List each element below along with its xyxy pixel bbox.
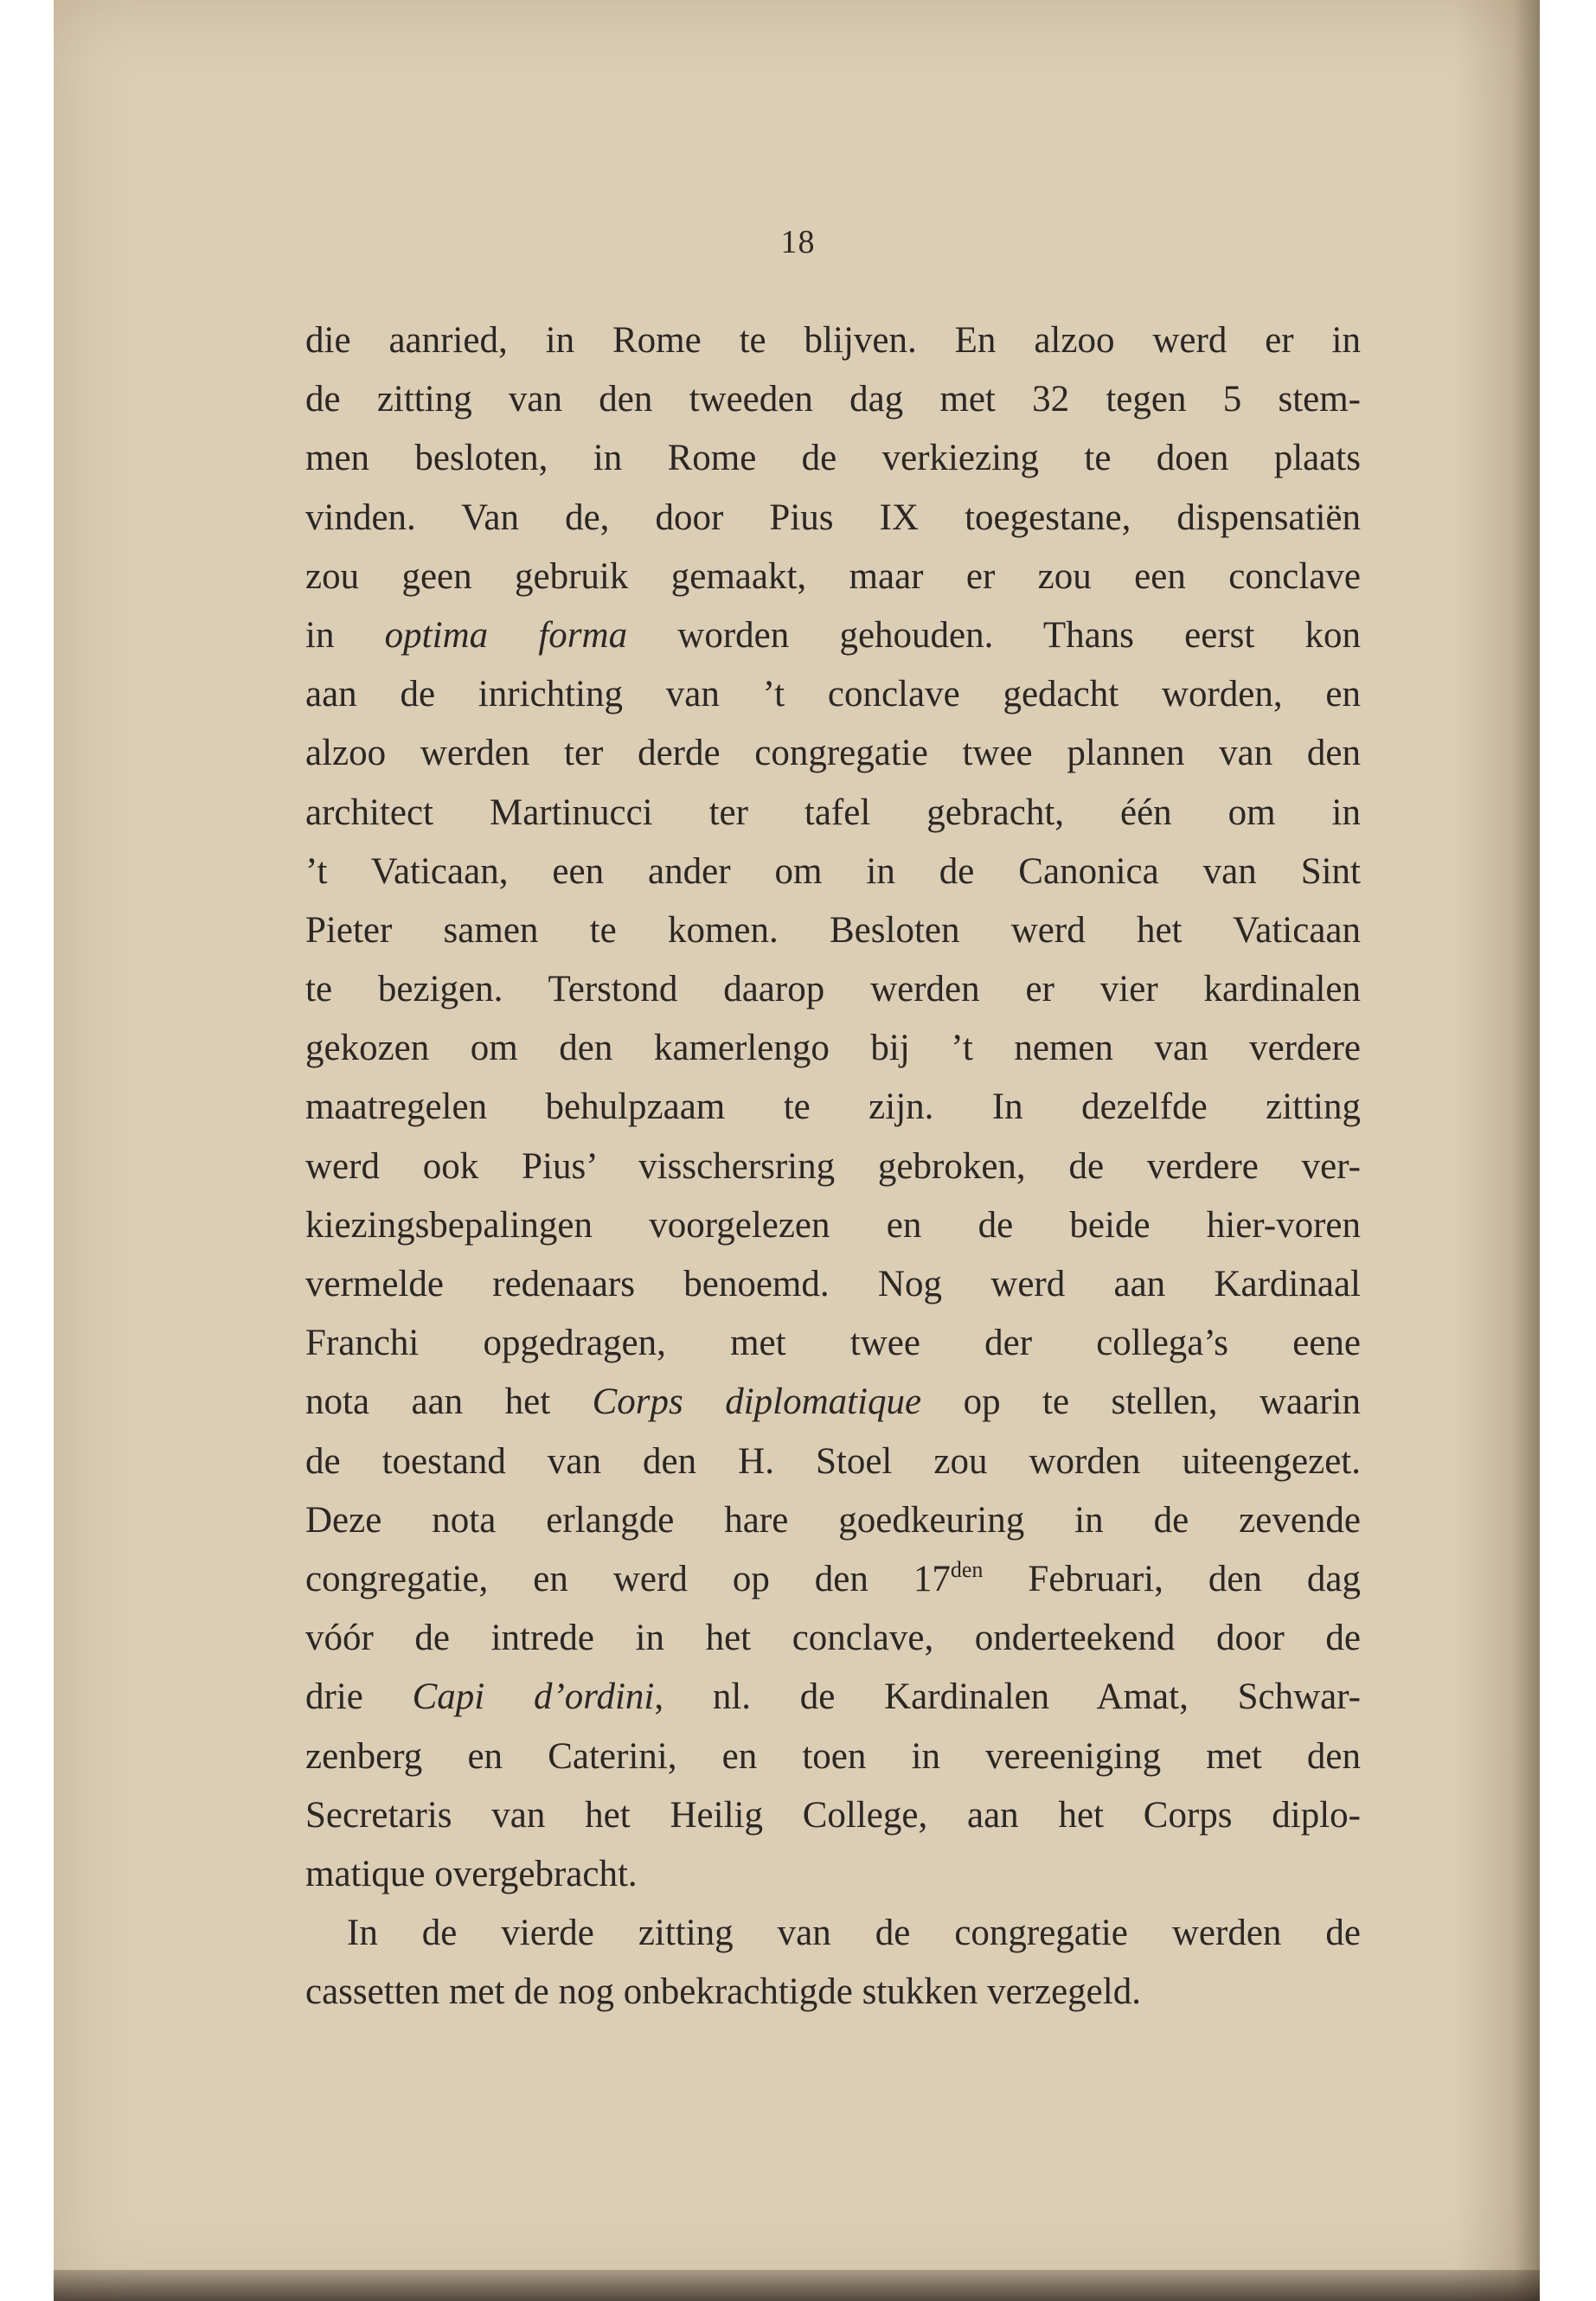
italic-text: optima forma: [384, 614, 628, 656]
text-line: [305, 548, 1361, 606]
italic-text: Corps diplomatique: [592, 1381, 922, 1423]
text-line: [305, 724, 1361, 783]
text-line: [305, 1491, 1361, 1550]
text-line: [305, 1373, 1361, 1432]
text-segment: maatregelen behulpzaam te zijn. In dezelfde zitting: [305, 1086, 1361, 1128]
text-segment: kiezingsbepalingen voorgelezen en de beide hier-voren: [305, 1204, 1361, 1246]
text-line: [305, 665, 1361, 724]
text-segment: worden gehouden. Thans eerst kon: [627, 614, 1361, 656]
text-segment: men besloten, in Rome de verkiezing te doen plaats: [305, 438, 1361, 479]
text-segment: vinden. Van de, door Pius IX toegestane, dispensatiën: [305, 497, 1361, 538]
text-segment: die aanried, in Rome te blijven. En alzoo werd er in: [305, 320, 1361, 361]
text-line: [305, 784, 1361, 843]
text-line: [305, 1196, 1361, 1255]
text-segment: alzoo werden ter derde congregatie twee plannen van den: [305, 733, 1361, 774]
text-segment: Franchi opgedragen, met twee der collega’s eene: [305, 1323, 1361, 1364]
text-segment: matique overgebracht.: [305, 1853, 638, 1894]
text-line: [305, 1668, 1361, 1727]
text-segment: te bezigen. Terstond daarop werden er vier kardinalen: [305, 969, 1361, 1010]
text-line: [305, 1786, 1361, 1845]
text-line: [305, 370, 1361, 429]
text-line: [305, 1963, 1361, 2022]
text-line: [305, 1609, 1361, 1668]
text-line: [305, 489, 1361, 548]
text-line: [305, 606, 1361, 665]
text-segment: In de vierde zitting van de congregatie werden de: [347, 1913, 1361, 1954]
text-segment: , nl. de Kardinalen Amat, Schwar-: [654, 1676, 1361, 1718]
text-line: [305, 1727, 1361, 1786]
scan-margin: [1540, 0, 1596, 2301]
text-line: [305, 1019, 1361, 1078]
text-segment: vóór de intrede in het conclave, onderteekend door de: [305, 1618, 1361, 1659]
text-segment: architect Martinucci ter tafel gebracht, één om in: [305, 792, 1361, 833]
text-line: [305, 1314, 1361, 1373]
text-line: [305, 1255, 1361, 1314]
text-segment: Secretaris van het Heilig College, aan het Corps diplo-: [305, 1794, 1361, 1836]
text-line: [305, 1078, 1361, 1137]
text-segment: Februari, den dag: [983, 1558, 1361, 1599]
superscript-text: den: [950, 1556, 984, 1582]
page-edge-shadow: [1453, 0, 1540, 2301]
text-segment: de zitting van den tweeden dag met 32 tegen 5 stem-: [305, 379, 1361, 420]
text-segment: aan de inrichting van ’t conclave gedacht worden, en: [305, 674, 1361, 715]
text-segment: gekozen om den kamerlengo bij ’t nemen van verdere: [305, 1028, 1361, 1069]
text-segment: werd ook Pius’ visschersring gebroken, de verdere ver-: [305, 1145, 1361, 1187]
text-line: [305, 1138, 1361, 1196]
text-segment: Deze nota erlangde hare goedkeuring in de zevende: [305, 1499, 1361, 1541]
text-segment: in: [305, 614, 385, 656]
text-segment: nota aan het: [305, 1381, 593, 1423]
text-segment: zou geen gebruik gemaakt, maar er zou een conclave: [305, 555, 1361, 597]
text-segment: drie: [305, 1676, 413, 1718]
text-segment: op te stellen, waarin: [921, 1381, 1361, 1423]
text-line: [305, 901, 1361, 960]
text-line: [305, 1433, 1361, 1491]
text-line: [305, 960, 1361, 1019]
text-segment: zenberg en Caterini, en toen in vereeniging met den: [305, 1735, 1361, 1777]
text-line: [305, 1904, 1361, 1963]
text-segment: vermelde redenaars benoemd. Nog werd aan Kardinaal: [305, 1264, 1361, 1304]
page-bottom-edge: [54, 2270, 1540, 2301]
text-line: [305, 1550, 1361, 1609]
text-line: [305, 843, 1361, 901]
body-text: [305, 311, 1361, 2022]
text-line: [305, 1845, 1361, 1904]
text-segment: Pieter samen te komen. Besloten werd het Vaticaan: [305, 909, 1361, 951]
text-segment: ’t Vaticaan, een ander om in de Canonica van Sint: [305, 850, 1361, 892]
text-line: [305, 429, 1361, 488]
text-segment: de toestand van den H. Stoel zou worden uiteengezet.: [305, 1440, 1361, 1482]
text-line: [305, 311, 1361, 370]
italic-text: Capi d’ordini: [412, 1676, 655, 1718]
text-segment: cassetten met de nog onbekrachtigde stukken verzegeld.: [305, 1971, 1141, 2013]
page-number: 18: [780, 224, 816, 260]
text-segment: congregatie, en werd op den 17: [305, 1558, 951, 1599]
